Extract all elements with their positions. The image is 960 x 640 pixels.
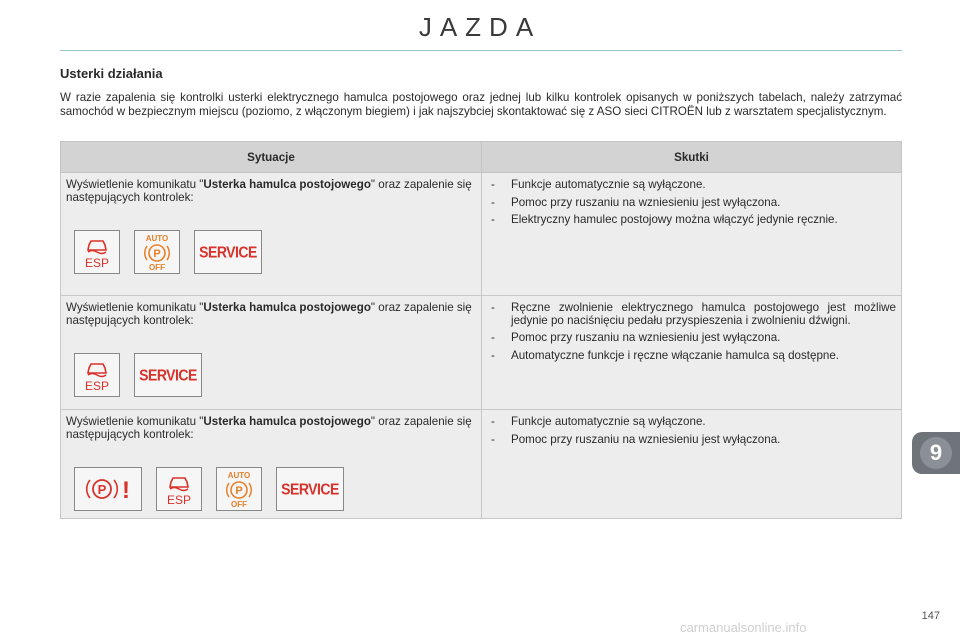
effects-list bbox=[487, 302, 896, 362]
svg-text:OFF: OFF bbox=[231, 500, 247, 509]
effects-cell bbox=[482, 173, 902, 296]
svg-text:!: ! bbox=[122, 477, 130, 504]
section-title: Usterki działania bbox=[60, 66, 163, 81]
svg-text:P: P bbox=[153, 248, 161, 260]
chapter-number: 9 bbox=[920, 437, 952, 469]
table-row bbox=[61, 296, 902, 410]
situation-cell: Wyświetlenie komunikatu "Usterka hamulca postojowego" oraz zapalenie się następujących kontrolek: ESP AUTO P OFF SERVICE bbox=[61, 173, 482, 296]
service-icon: SERVICE bbox=[194, 230, 262, 274]
effects-list bbox=[487, 416, 896, 446]
header-divider bbox=[60, 50, 902, 51]
svg-text:ESP: ESP bbox=[84, 379, 110, 393]
column-header-effects: Skutki bbox=[482, 142, 902, 173]
svg-text:AUTO: AUTO bbox=[145, 234, 169, 243]
list-item: - Funkcje automatycznie są wyłączone. bbox=[487, 179, 896, 192]
svg-text:P: P bbox=[235, 485, 243, 497]
auto-p-off-icon bbox=[216, 467, 262, 511]
warning-lights bbox=[74, 230, 476, 274]
effects-cell bbox=[482, 410, 902, 519]
list-item: - Pomoc przy ruszaniu na wzniesieniu jest wyłączona. bbox=[487, 197, 896, 210]
svg-text:ESP: ESP bbox=[84, 256, 110, 270]
table-header-row bbox=[61, 142, 902, 173]
auto-p-off-icon bbox=[134, 230, 180, 274]
service-icon: SERVICE bbox=[134, 353, 202, 397]
list-item: - Funkcje automatycznie są wyłączone. bbox=[487, 416, 896, 429]
watermark: carmanualsonline.info bbox=[680, 620, 807, 635]
svg-text:ESP: ESP bbox=[166, 493, 192, 507]
column-header-situations: Sytuacje bbox=[61, 142, 482, 173]
list-item: - Elektryczny hamulec postojowy można włączyć jedynie ręcznie. bbox=[487, 214, 896, 227]
situation-cell: Wyświetlenie komunikatu "Usterka hamulca postojowego" oraz zapalenie się następujących kontrolek: ESP SERVICE bbox=[61, 296, 482, 410]
intro-paragraph: W razie zapalenia się kontrolki usterki elektrycznego hamulca postojowego oraz jednej lub kilku kontrolek opisanych w poniższych tabelach, należy zatrzymać samochód w bezpiecznym miejscu (poziomo, z włączonym biegiem) i jak najszybciej skontaktować się z ASO sieci CITROËN lub z warsztatem specjalistycznym. bbox=[60, 91, 902, 118]
list-item: - Ręczne zwolnienie elektrycznego hamulca postojowego jest możliwe jedynie po naciśnięciu pedału przyspieszenia i zwolnieniu dźwigni. bbox=[487, 302, 896, 327]
svg-text:OFF: OFF bbox=[149, 263, 165, 272]
table-row bbox=[61, 173, 902, 296]
esp-icon bbox=[74, 230, 120, 274]
chapter-tab[interactable] bbox=[912, 432, 960, 474]
esp-icon bbox=[156, 467, 202, 511]
list-item: - Pomoc przy ruszaniu na wzniesieniu jest wyłączona. bbox=[487, 332, 896, 345]
service-icon: SERVICE bbox=[276, 467, 344, 511]
effects-cell bbox=[482, 296, 902, 410]
parking-brake-fault-icon bbox=[74, 467, 142, 511]
list-item: - Automatyczne funkcje i ręczne włączanie hamulca są dostępne. bbox=[487, 350, 896, 363]
situation-cell: Wyświetlenie komunikatu "Usterka hamulca postojowego" oraz zapalenie się następujących kontrolek: P ! ESP AUTO P OFF SERVICE bbox=[61, 410, 482, 519]
effects-list bbox=[487, 179, 896, 227]
page-number: 147 bbox=[921, 610, 940, 622]
svg-text:P: P bbox=[97, 482, 107, 497]
warning-lights bbox=[74, 353, 476, 397]
svg-text:AUTO: AUTO bbox=[227, 471, 251, 480]
esp-icon bbox=[74, 353, 120, 397]
table-row bbox=[61, 410, 902, 519]
faults-table bbox=[60, 141, 902, 519]
page-header bbox=[0, 0, 960, 52]
chapter-title: JAZDA bbox=[418, 12, 542, 42]
warning-lights bbox=[74, 467, 476, 511]
list-item: - Pomoc przy ruszaniu na wzniesieniu jest wyłączona. bbox=[487, 434, 896, 447]
